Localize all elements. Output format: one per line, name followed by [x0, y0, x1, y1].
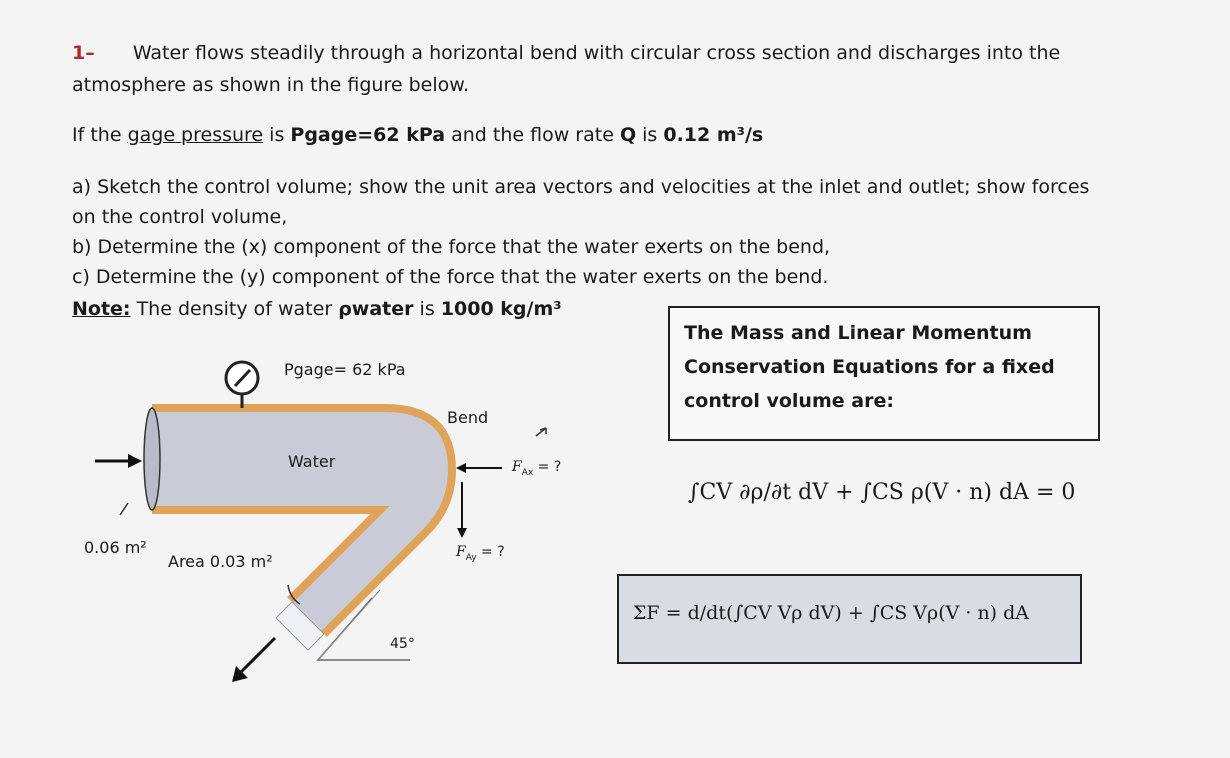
fay-arrow-icon	[457, 528, 467, 538]
pgage-label: Pgage= 62 kPa	[284, 360, 406, 379]
given-q: Q	[619, 124, 637, 146]
fax-sub: Ax	[521, 467, 534, 478]
fax-label	[512, 459, 561, 478]
equations-intro-box	[668, 306, 1100, 441]
problem-text-1: Water flows steadily through a horizontal bend with circular cross section and discharges into the	[132, 42, 1061, 64]
note-text: The density of water	[130, 298, 339, 320]
fay-symbol: F	[456, 544, 466, 560]
bend-label: Bend	[447, 408, 489, 427]
water-label: Water	[288, 452, 336, 471]
fax-value: = ?	[537, 459, 562, 475]
note-rho: ρwater	[338, 298, 414, 320]
note-is: is	[413, 298, 441, 320]
fay-value: = ?	[481, 544, 505, 560]
box-title-3: control volume are:	[684, 390, 894, 412]
fay-label	[456, 544, 505, 563]
inlet-face	[144, 408, 160, 510]
problem-line-1	[72, 42, 1060, 64]
given-prefix: If the	[72, 124, 128, 146]
part-a-line-1: a) Sketch the control volume; show the unit area vectors and velocities at the inlet and outlet; show forces	[72, 176, 1090, 198]
momentum-equation-box	[617, 574, 1082, 664]
given-pressure: Pgage=62 kPa	[290, 124, 446, 146]
problem-number: 1–	[72, 42, 95, 64]
note-line	[72, 298, 562, 320]
outlet-area-label: Area 0.03 m²	[168, 552, 273, 571]
fax-symbol: F	[512, 459, 522, 475]
given-line	[72, 124, 763, 146]
given-is: is	[263, 124, 291, 146]
note-value: 1000 kg/m³	[440, 298, 562, 320]
part-b: b) Determine the (x) component of the force that the water exerts on the bend,	[72, 236, 831, 258]
given-term: gage pressure	[127, 124, 264, 146]
bend-figure	[0, 340, 640, 700]
given-mid: and the flow rate	[445, 124, 620, 146]
fax-arrow-icon	[456, 463, 466, 473]
part-c: c) Determine the (y) component of the force that the water exerts on the bend.	[72, 266, 829, 288]
box-title-2: Conservation Equations for a fixed	[684, 356, 1055, 378]
given-q-value: 0.12 m³/s	[663, 124, 764, 146]
inlet-area-label: 0.06 m²	[84, 538, 147, 557]
part-a-line-2: on the control volume,	[72, 206, 288, 228]
angle-label: 45°	[390, 636, 415, 652]
mass-equation: ∫CV ∂ρ/∂t dV + ∫CS ρ(V · n) dA = 0	[688, 480, 1076, 505]
given-is2: is	[636, 124, 664, 146]
problem-line-2: atmosphere as shown in the figure below.	[72, 74, 470, 96]
pipe-fill	[146, 410, 450, 632]
note-label: Note:	[72, 298, 131, 320]
momentum-equation: ΣF = d/dt(∫CV Vρ dV) + ∫CS Vρ(V · n) dA	[633, 602, 1030, 624]
box-title-1: The Mass and Linear Momentum	[684, 322, 1032, 344]
fay-sub: Ay	[465, 552, 477, 563]
inlet-arrow-icon	[128, 454, 142, 468]
